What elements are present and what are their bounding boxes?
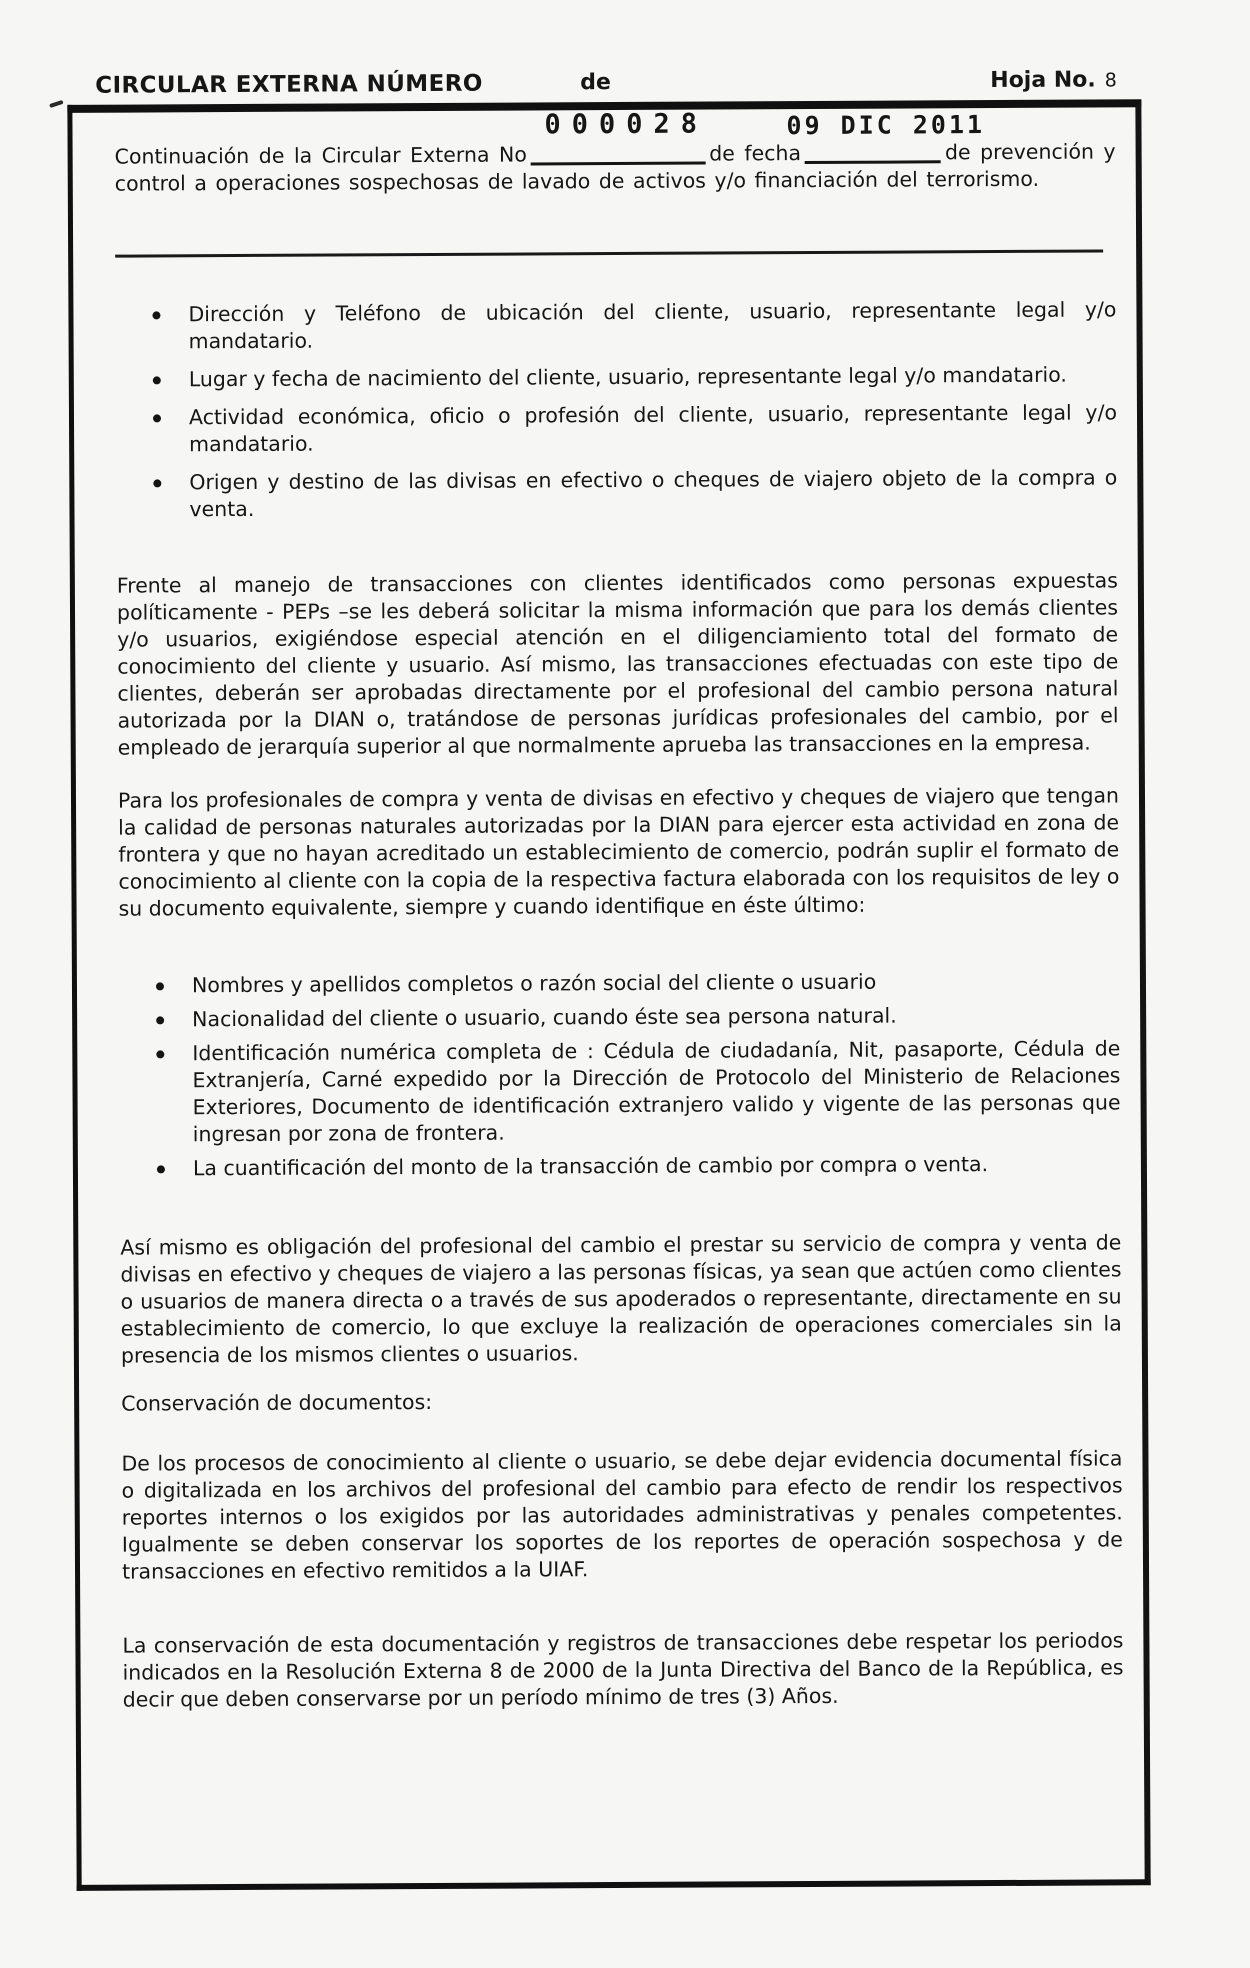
- paragraph-conservacion: La conservación de esta documentación y registros de transacciones debe respetar los periodos indicados en la Resolución Externa 8 de 2000 de la Junta Directiva del Banco de la República, es decir que deben conservarse por un período mínimo de tres (3) Años.: [122, 1628, 1124, 1712]
- bullet-icon: [156, 1016, 164, 1024]
- bullet-icon: [153, 376, 161, 384]
- hoja-number: 8: [1104, 69, 1117, 92]
- continuation-before-no: Continuación de la Circular Externa No: [114, 142, 527, 169]
- list-item-text: Lugar y fecha de nacimiento del cliente, usuario, representante legal y/o mandatario.: [188, 362, 1067, 392]
- document-frame: [67, 99, 1150, 1891]
- list-item-text: La cuantificación del monto de la transacción de cambio por compra o venta.: [192, 1152, 989, 1181]
- page-title: CIRCULAR EXTERNA NÚMERO: [95, 70, 483, 99]
- paragraph-obligacion: Así mismo es obligación del profesional del cambio el prestar su servicio de compra y venta de divisas en efectivo y cheques de viajero a las personas físicas, ya sean que actúen como clientes o usuarios de manera directa o a través de sus apoderados o representante, directamente en su establecimiento de comercio, lo que excluye la realización de operaciones comerciales sin la presencia de los mismos clientes o usuarios.: [120, 1230, 1122, 1368]
- paragraph-profesionales: Para los profesionales de compra y venta de divisas en efectivo y cheques de viajero que tengan la calidad de personas naturales autorizadas por la DIAN para ejercer esta actividad en zona de frontera y que no hayan acreditado un establecimiento de comercio, podrán suplir el formato de conocimiento al cliente con la copia de la respectiva factura elaborada con los requisitos de ley o su documento equivalente, siempre y cuando identifique en éste último:: [117, 783, 1120, 921]
- hoja-label: Hoja No.: [990, 67, 1096, 94]
- section-divider: [115, 249, 1103, 257]
- fill-blank-number: [531, 142, 705, 166]
- list-item-text: Dirección y Teléfono de ubicación del cliente, usuario, representante legal y/o mandatario.: [188, 297, 1117, 354]
- paragraph-peps: Frente al manejo de transacciones con clientes identificados como personas expuestas políticamente - PEPs –se les deberá solicitar la misma información que para los demás clientes y/o usuarios, exigiéndose especial atención en el diligenciamiento total del formato de conocimiento del cliente y usuario. Así mismo, las transacciones efectuadas con este tipo de clientes, deberán ser aprobadas directamente por el profesional del cambio persona natural autorizada por la DIAN o, tratándose de personas jurídicas profesionales del cambio, por el empleado de jerarquía superior al que normalmente aprueba las transacciones en la empresa.: [116, 568, 1119, 760]
- bullet-icon: [152, 311, 160, 319]
- continuation-after-fecha: de prevención y: [944, 139, 1116, 165]
- header-de-label: de: [580, 70, 611, 96]
- list-item-text: Nacionalidad del cliente o usuario, cuando éste sea persona natural.: [192, 1003, 897, 1032]
- list-item: [189, 464, 1117, 523]
- list-item: [192, 1035, 1121, 1148]
- fill-blank-date: [805, 140, 941, 164]
- continuation-de-fecha: de fecha: [709, 141, 802, 166]
- bullet-icon: [153, 414, 161, 422]
- bullet-icon: [157, 1165, 165, 1173]
- document-content: [72, 107, 1144, 1885]
- bullet-icon: [156, 982, 164, 990]
- list-item: [189, 399, 1117, 458]
- page-number-label: [990, 67, 1117, 93]
- list-item-text: Identificación numérica completa de : Cédula de ciudadanía, Nit, pasaporte, Cédula de Extranjería, Carné expedido por la Dirección de Protocolo del Ministerio de Relaciones Exteriores, Documento de identificación extranjero valido y vigente de las personas que ingresan por zona de frontera.: [192, 1036, 1121, 1147]
- list-item-text: Actividad económica, oficio o profesión del cliente, usuario, representante legal y/o mandatario.: [188, 400, 1118, 457]
- stamp-date: 09 DIC 2011: [786, 110, 986, 141]
- stamp-circular-number: 000028: [544, 108, 709, 141]
- bullet-list-client-data: [115, 296, 1117, 523]
- list-item: [192, 967, 1120, 999]
- bullet-list-invoice-data: [119, 967, 1121, 1182]
- section-heading-conservacion: Conservación de documentos:: [121, 1389, 433, 1416]
- bullet-icon: [153, 479, 161, 487]
- list-item: [189, 361, 1117, 393]
- continuation-line2: control a operaciones sospechosas de lavado de activos y/o financiación del terrorismo.: [114, 166, 1040, 196]
- bullet-icon: [156, 1050, 164, 1058]
- list-item-text: Nombres y apellidos completos o razón social del cliente o usuario: [191, 969, 877, 998]
- list-item: [192, 1001, 1120, 1033]
- list-item: [193, 1150, 1121, 1182]
- paragraph-procesos: De los procesos de conocimiento al cliente o usuario, se debe dejar evidencia documental física o digitalizada en los archivos del profesional del cambio para efecto de rendir los respectivos reportes internos o los exigidos por las autoridades administrativas y penales competentes. Igualmente se deben conservar los soportes de los reportes de operación sospechosa y de transacciones en efectivo remitidos a la UIAF.: [121, 1446, 1123, 1584]
- list-item-text: Origen y destino de las divisas en efectivo o cheques de viajero objeto de la compra o venta.: [189, 465, 1118, 522]
- list-item: [188, 296, 1116, 355]
